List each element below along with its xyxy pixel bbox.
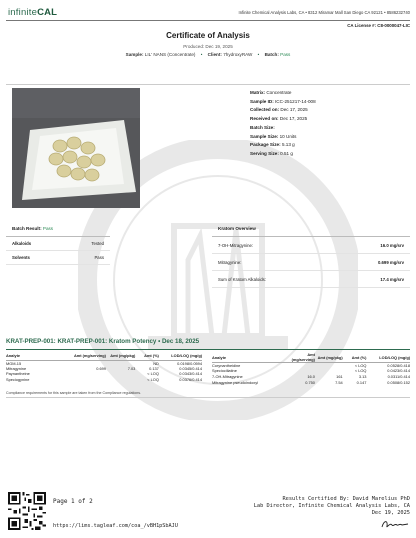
table-row: Mitragynine pseudoindoxyl 0.750 7.54 0.147 0.0508/0.152 bbox=[212, 379, 410, 385]
column-header: Amt (mg/serving) bbox=[283, 352, 315, 363]
brand-logo: infiniteCAL bbox=[8, 7, 58, 18]
certified-date: Dec 19, 2025 bbox=[371, 509, 410, 516]
column-header: Amt (mg/serving) bbox=[73, 353, 106, 359]
table-row: Corynantheidine < LOQ 0.0528/0.418 bbox=[212, 363, 410, 369]
produced-date: Produced: Dec 19, 2025 bbox=[183, 44, 233, 49]
sample-details bbox=[250, 89, 316, 159]
table-row: Speciociliatine < LOQ 0.0423/0.414 bbox=[212, 368, 410, 374]
certification-block bbox=[254, 496, 410, 516]
kratom-overview-heading: Kratom Overview bbox=[212, 226, 410, 237]
header-divider bbox=[6, 20, 410, 21]
overview-row: 7-OH-Mitragynine: 16.0 mg/srv bbox=[212, 237, 410, 254]
director-role: Lab Director, Infinite Chemical Analysis Labs, CA bbox=[253, 502, 410, 509]
column-header: Amt (mg/pkg) bbox=[315, 352, 343, 363]
page-title: Certificate of Analysis bbox=[166, 31, 250, 40]
potency-table-left bbox=[6, 352, 202, 382]
sample-detail-row: Sample Size: 10 Units bbox=[250, 133, 297, 139]
page-number: Page 1 of 2 bbox=[53, 498, 93, 505]
table-row: 7-OH-Mitragynine 16.0 161 3.13 0.0311/0.414 bbox=[212, 373, 410, 379]
batch-result-row: Solvents Pass bbox=[6, 251, 110, 265]
qr-code-icon[interactable] bbox=[8, 492, 46, 530]
table-row: Paynantheine < LOQ 0.0343/0.414 bbox=[6, 371, 202, 377]
footnote-divider bbox=[6, 397, 410, 398]
column-header: Analyte bbox=[6, 352, 73, 360]
table-row: Speciogynine < LOQ 0.0376/0.414 bbox=[6, 377, 202, 383]
column-header: Amt (%) bbox=[135, 352, 159, 360]
lab-address: Infinite Chemical Analysis Labs, CA • 8312 Miramar Mall San Diego CA 92121 • 8586232740 bbox=[238, 10, 410, 15]
column-header: LOD/LOQ (mg/g) bbox=[366, 352, 410, 363]
sample-detail-row: Package Size: 5.13 g bbox=[250, 142, 295, 148]
column-header: Analyte bbox=[212, 352, 283, 363]
signature-icon bbox=[380, 518, 410, 530]
compliance-footnote: Compliance requirements for this sample are taken from the Compliance regulations. bbox=[6, 391, 142, 395]
sample-detail-row: Batch Size: bbox=[250, 124, 275, 130]
coa-url-link[interactable]: https://lims.tagleaf.com/coa_/vBH1pSbAJU bbox=[53, 523, 178, 529]
potency-title: KRAT-PREP-001: KRAT-PREP-001: Kratom Potency • Dec 18, 2025 bbox=[6, 338, 200, 345]
kratom-overview-block bbox=[212, 226, 410, 288]
sample-detail-row: Matrix: Concentrate bbox=[250, 90, 292, 95]
sample-meta-line: Sample: LIL' NANS (Concentrate) • Client: 7hydroxyRAW • Batch: Pass bbox=[125, 52, 291, 57]
table-row: MGM-15 ND 0.0198/0.0594 bbox=[6, 360, 202, 366]
certified-by: Results Certified By: David Marelius PhD bbox=[282, 496, 410, 502]
batch-result-heading: Batch Result: Pass bbox=[6, 226, 110, 237]
column-header: Amt (mg/pkg) bbox=[106, 352, 135, 360]
potency-table-right bbox=[212, 352, 410, 385]
sample-detail-row: Collected on: Dec 17, 2025 bbox=[250, 107, 308, 113]
table-row: Mitragynine 0.699 7.03 0.137 0.0345/0.414 bbox=[6, 365, 202, 371]
sample-detail-row: Received on: Dec 17, 2025 bbox=[250, 116, 308, 122]
sample-photo bbox=[12, 88, 140, 208]
overview-row: Mitragynine: 0.699 mg/srv bbox=[212, 254, 410, 271]
batch-result-row: Alkaloids Tested bbox=[6, 237, 110, 251]
batch-result-block bbox=[6, 226, 110, 265]
sample-detail-row: Serving Size: 0.51 g bbox=[250, 150, 293, 156]
sample-detail-row: Sample ID: ICC-251217-14-008 bbox=[250, 98, 316, 104]
potency-divider bbox=[6, 349, 410, 350]
overview-row: Sum of Kratom Alkaloids: 17.4 mg/srv bbox=[212, 271, 410, 288]
license-number: CA License #: C8-0000047-LIC bbox=[347, 23, 410, 28]
column-header: Amt (%) bbox=[343, 352, 367, 363]
sample-panel bbox=[6, 84, 410, 212]
column-header: LOD/LOQ (mg/g) bbox=[159, 352, 202, 360]
